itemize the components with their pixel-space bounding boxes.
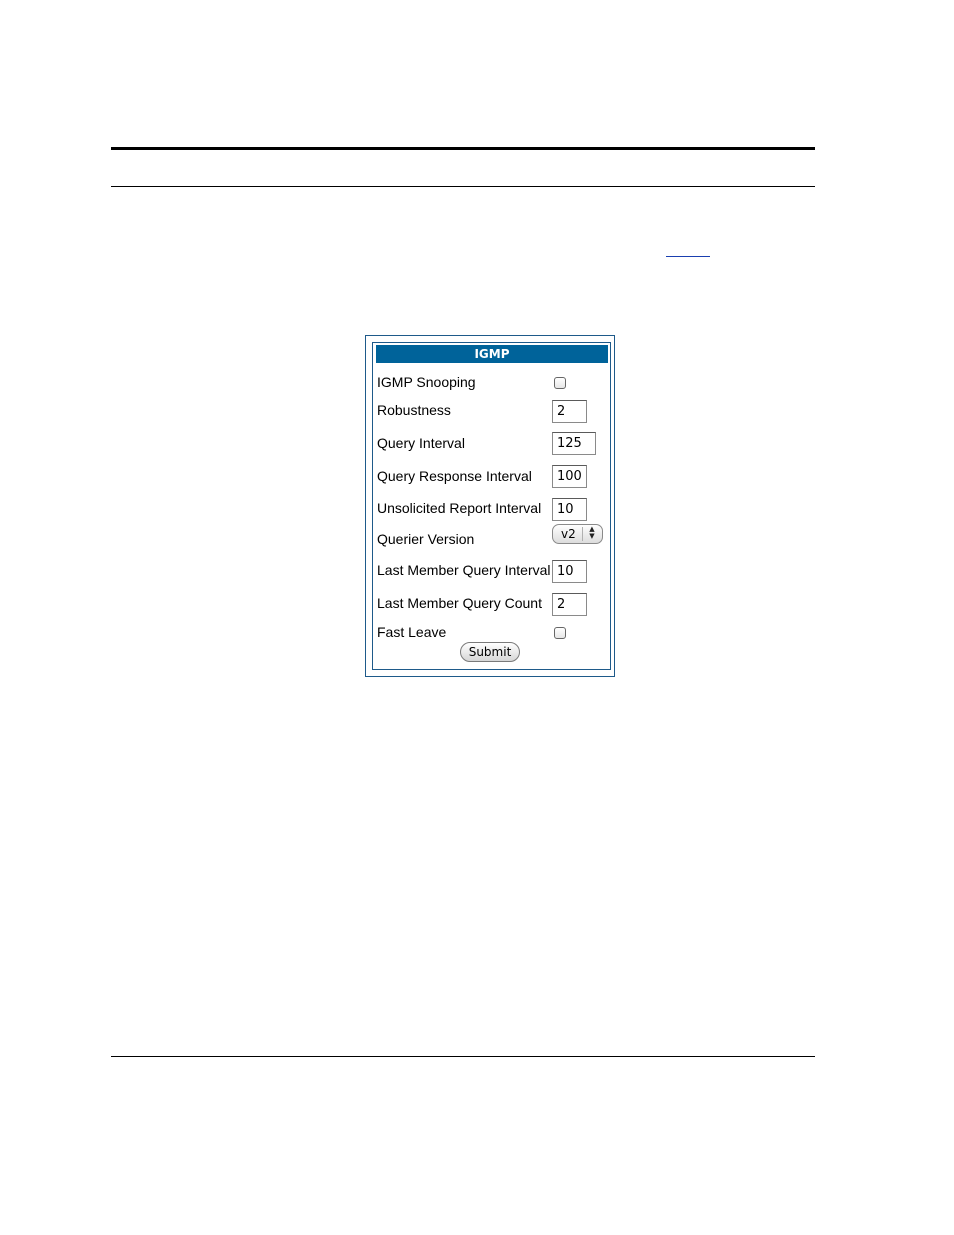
query-response-interval-input[interactable]: 100 bbox=[552, 465, 587, 488]
submit-button[interactable]: Submit bbox=[460, 642, 520, 662]
robustness-input[interactable]: 2 bbox=[552, 400, 587, 423]
header-rule-thick bbox=[111, 147, 815, 150]
up-down-arrows-icon: ▲ ▼ bbox=[589, 525, 595, 540]
fast-leave-checkbox[interactable] bbox=[554, 627, 566, 639]
last-member-query-count-label: Last Member Query Count bbox=[377, 595, 542, 611]
robustness-label: Robustness bbox=[377, 402, 451, 418]
query-response-interval-label: Query Response Interval bbox=[377, 468, 532, 484]
footer-rule bbox=[111, 1056, 815, 1057]
igmp-panel bbox=[365, 335, 615, 677]
select-divider bbox=[582, 527, 583, 541]
unsolicited-report-interval-label: Unsolicited Report Interval bbox=[377, 500, 542, 516]
header-rule-thin bbox=[111, 186, 815, 187]
igmp-snooping-checkbox[interactable] bbox=[554, 377, 566, 389]
igmp-snooping-label: IGMP Snooping bbox=[377, 374, 476, 390]
querier-version-select[interactable] bbox=[552, 524, 603, 544]
igmp-panel-inner bbox=[372, 342, 611, 670]
fast-leave-label: Fast Leave bbox=[377, 624, 447, 640]
query-interval-input[interactable]: 125 bbox=[552, 432, 596, 455]
document-link-underline[interactable] bbox=[666, 256, 710, 257]
panel-title: IGMP bbox=[376, 345, 608, 363]
unsolicited-report-interval-input[interactable]: 10 bbox=[552, 498, 587, 521]
last-member-query-interval-label: Last Member Query Interval bbox=[377, 562, 551, 578]
last-member-query-count-input[interactable]: 2 bbox=[552, 593, 587, 616]
querier-version-value: v2 bbox=[561, 527, 576, 541]
query-interval-label: Query Interval bbox=[377, 435, 465, 451]
last-member-query-interval-input[interactable]: 10 bbox=[552, 560, 587, 583]
querier-version-label: Querier Version bbox=[377, 531, 475, 547]
